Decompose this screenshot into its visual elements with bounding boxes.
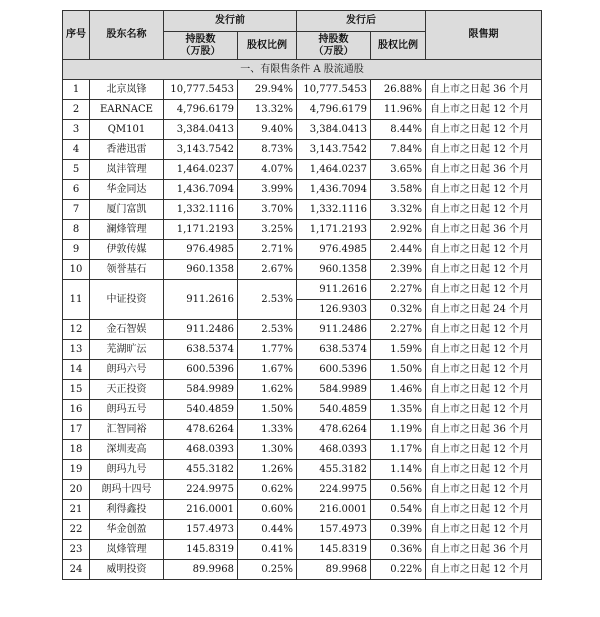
before-shares: 1,171.2193 xyxy=(164,220,238,240)
table-row xyxy=(63,140,542,160)
after-ratio: 2.27% xyxy=(371,320,426,340)
after-shares: 157.4973 xyxy=(297,520,371,540)
table-row xyxy=(63,380,542,400)
shareholder-name: 北京岚锋 xyxy=(90,80,164,100)
after-shares: 584.9989 xyxy=(297,380,371,400)
before-shares: 638.5374 xyxy=(164,340,238,360)
table-row xyxy=(63,240,542,260)
shareholder-name: 香港迅雷 xyxy=(90,140,164,160)
row-index: 17 xyxy=(63,420,90,440)
before-ratio: 3.99% xyxy=(238,180,297,200)
table-row xyxy=(63,160,542,180)
lockup-period: 自上市之日起 12 个月 xyxy=(426,320,542,340)
shareholder-table-container xyxy=(62,10,542,580)
shareholder-name: QM101 xyxy=(90,120,164,140)
row-index: 19 xyxy=(63,460,90,480)
table-row xyxy=(63,180,542,200)
lockup-period: 自上市之日起 12 个月 xyxy=(426,360,542,380)
lockup-period: 自上市之日起 12 个月 xyxy=(426,440,542,460)
shareholder-table xyxy=(62,10,542,580)
before-ratio: 1.50% xyxy=(238,400,297,420)
after-ratio: 2.92% xyxy=(371,220,426,240)
shareholder-name: 岚沣管理 xyxy=(90,160,164,180)
shareholder-name: 朗玛五号 xyxy=(90,400,164,420)
after-ratio: 11.96% xyxy=(371,100,426,120)
lockup-period: 自上市之日起 12 个月 xyxy=(426,120,542,140)
lockup-period: 自上市之日起 12 个月 xyxy=(426,340,542,360)
after-shares: 216.0001 xyxy=(297,500,371,520)
row-index: 11 xyxy=(63,280,90,320)
after-ratio: 2.27% xyxy=(371,280,426,300)
after-shares: 1,464.0237 xyxy=(297,160,371,180)
table-row xyxy=(63,400,542,420)
before-shares: 478.6264 xyxy=(164,420,238,440)
header-after: 发行后 xyxy=(297,11,426,32)
before-ratio: 9.40% xyxy=(238,120,297,140)
after-ratio: 0.36% xyxy=(371,540,426,560)
table-row xyxy=(63,200,542,220)
lockup-period: 自上市之日起 12 个月 xyxy=(426,260,542,280)
table-row xyxy=(63,340,542,360)
table-row xyxy=(63,540,542,560)
after-shares: 976.4985 xyxy=(297,240,371,260)
header-after-shares xyxy=(297,32,371,60)
before-ratio: 2.71% xyxy=(238,240,297,260)
after-ratio: 8.44% xyxy=(371,120,426,140)
after-ratio: 0.39% xyxy=(371,520,426,540)
after-shares: 600.5396 xyxy=(297,360,371,380)
row-index: 10 xyxy=(63,260,90,280)
before-shares: 960.1358 xyxy=(164,260,238,280)
after-ratio: 0.56% xyxy=(371,480,426,500)
header-before-ratio: 股权比例 xyxy=(238,32,297,60)
shareholder-name: 利得鑫投 xyxy=(90,500,164,520)
header-name: 股东名称 xyxy=(90,11,164,60)
lockup-period: 自上市之日起 12 个月 xyxy=(426,280,542,300)
row-index: 7 xyxy=(63,200,90,220)
shareholder-name: 威明投资 xyxy=(90,560,164,580)
before-ratio: 3.70% xyxy=(238,200,297,220)
shareholder-name: EARNACE xyxy=(90,100,164,120)
after-shares: 126.9303 xyxy=(297,300,371,320)
table-row xyxy=(63,520,542,540)
after-shares: 540.4859 xyxy=(297,400,371,420)
before-shares: 1,436.7094 xyxy=(164,180,238,200)
after-ratio: 1.46% xyxy=(371,380,426,400)
header-before: 发行前 xyxy=(164,11,297,32)
lockup-period: 自上市之日起 12 个月 xyxy=(426,520,542,540)
before-shares: 455.3182 xyxy=(164,460,238,480)
after-ratio: 1.19% xyxy=(371,420,426,440)
before-ratio: 2.53% xyxy=(238,320,297,340)
after-shares: 1,436.7094 xyxy=(297,180,371,200)
before-ratio: 1.33% xyxy=(238,420,297,440)
row-index: 18 xyxy=(63,440,90,460)
lockup-period: 自上市之日起 12 个月 xyxy=(426,200,542,220)
before-ratio: 29.94% xyxy=(238,80,297,100)
after-ratio: 2.39% xyxy=(371,260,426,280)
row-index: 20 xyxy=(63,480,90,500)
shareholder-name: 华金同达 xyxy=(90,180,164,200)
after-ratio: 7.84% xyxy=(371,140,426,160)
table-row xyxy=(63,280,542,300)
before-ratio: 0.62% xyxy=(238,480,297,500)
before-shares: 3,143.7542 xyxy=(164,140,238,160)
before-ratio: 4.07% xyxy=(238,160,297,180)
before-ratio: 0.25% xyxy=(238,560,297,580)
lockup-period: 自上市之日起 12 个月 xyxy=(426,480,542,500)
row-index: 22 xyxy=(63,520,90,540)
table-row xyxy=(63,260,542,280)
before-ratio: 13.32% xyxy=(238,100,297,120)
lockup-period: 自上市之日起 36 个月 xyxy=(426,220,542,240)
after-shares: 960.1358 xyxy=(297,260,371,280)
table-row xyxy=(63,560,542,580)
lockup-period: 自上市之日起 24 个月 xyxy=(426,300,542,320)
after-shares: 10,777.5453 xyxy=(297,80,371,100)
section-title: 一、有限售条件 A 股流通股 xyxy=(63,60,542,80)
row-index: 5 xyxy=(63,160,90,180)
table-row xyxy=(63,360,542,380)
before-shares: 10,777.5453 xyxy=(164,80,238,100)
header-seq-text: 序号 xyxy=(66,29,86,40)
lockup-period: 自上市之日起 12 个月 xyxy=(426,400,542,420)
row-index: 8 xyxy=(63,220,90,240)
lockup-period: 自上市之日起 36 个月 xyxy=(426,160,542,180)
before-ratio: 0.60% xyxy=(238,500,297,520)
table-header xyxy=(63,11,542,60)
after-shares: 638.5374 xyxy=(297,340,371,360)
shareholder-name: 深圳麦高 xyxy=(90,440,164,460)
lockup-period: 自上市之日起 36 个月 xyxy=(426,80,542,100)
table-row xyxy=(63,320,542,340)
section-row xyxy=(63,60,542,80)
before-shares: 3,384.0413 xyxy=(164,120,238,140)
row-index: 13 xyxy=(63,340,90,360)
shareholder-name: 朗玛九号 xyxy=(90,460,164,480)
header-lockup: 限售期 xyxy=(426,11,542,60)
row-index: 9 xyxy=(63,240,90,260)
shareholder-name: 金石智娱 xyxy=(90,320,164,340)
before-shares: 976.4985 xyxy=(164,240,238,260)
row-index: 3 xyxy=(63,120,90,140)
lockup-period: 自上市之日起 12 个月 xyxy=(426,560,542,580)
before-ratio: 1.77% xyxy=(238,340,297,360)
before-shares: 4,796.6179 xyxy=(164,100,238,120)
before-ratio: 2.53% xyxy=(238,280,297,320)
shareholder-name: 厦门富凯 xyxy=(90,200,164,220)
after-shares: 468.0393 xyxy=(297,440,371,460)
after-ratio: 1.50% xyxy=(371,360,426,380)
lockup-period: 自上市之日起 12 个月 xyxy=(426,180,542,200)
after-ratio: 0.54% xyxy=(371,500,426,520)
after-ratio: 1.17% xyxy=(371,440,426,460)
header-seq xyxy=(63,11,90,60)
table-body xyxy=(63,60,542,580)
row-index: 4 xyxy=(63,140,90,160)
table-row xyxy=(63,220,542,240)
lockup-period: 自上市之日起 12 个月 xyxy=(426,380,542,400)
header-shares-label: 持股数 xyxy=(318,33,349,45)
before-shares: 216.0001 xyxy=(164,500,238,520)
before-shares: 89.9968 xyxy=(164,560,238,580)
after-shares: 911.2486 xyxy=(297,320,371,340)
after-shares: 1,171.2193 xyxy=(297,220,371,240)
header-after-ratio: 股权比例 xyxy=(371,32,426,60)
table-row xyxy=(63,480,542,500)
after-shares: 455.3182 xyxy=(297,460,371,480)
after-shares: 4,796.6179 xyxy=(297,100,371,120)
shareholder-name: 中证投资 xyxy=(90,280,164,320)
after-ratio: 0.22% xyxy=(371,560,426,580)
after-shares: 145.8319 xyxy=(297,540,371,560)
after-shares: 3,143.7542 xyxy=(297,140,371,160)
header-shares-label: 持股数 xyxy=(185,33,216,45)
row-index: 12 xyxy=(63,320,90,340)
lockup-period: 自上市之日起 12 个月 xyxy=(426,240,542,260)
table-row xyxy=(63,420,542,440)
row-index: 15 xyxy=(63,380,90,400)
shareholder-name: 朗玛十四号 xyxy=(90,480,164,500)
lockup-period: 自上市之日起 12 个月 xyxy=(426,500,542,520)
after-ratio: 0.32% xyxy=(371,300,426,320)
table-row xyxy=(63,80,542,100)
row-index: 24 xyxy=(63,560,90,580)
shareholder-name: 华金创盈 xyxy=(90,520,164,540)
header-before-shares xyxy=(164,32,238,60)
table-row xyxy=(63,460,542,480)
table-row xyxy=(63,120,542,140)
table-row xyxy=(63,440,542,460)
shareholder-name: 岚烽管理 xyxy=(90,540,164,560)
before-ratio: 1.26% xyxy=(238,460,297,480)
before-shares: 911.2616 xyxy=(164,280,238,320)
after-ratio: 3.32% xyxy=(371,200,426,220)
before-shares: 584.9989 xyxy=(164,380,238,400)
after-ratio: 3.65% xyxy=(371,160,426,180)
after-ratio: 1.14% xyxy=(371,460,426,480)
lockup-period: 自上市之日起 36 个月 xyxy=(426,540,542,560)
row-index: 14 xyxy=(63,360,90,380)
after-shares: 1,332.1116 xyxy=(297,200,371,220)
shareholder-name: 澜烽管理 xyxy=(90,220,164,240)
header-shares-unit: （万股） xyxy=(180,45,221,57)
before-ratio: 0.44% xyxy=(238,520,297,540)
before-shares: 468.0393 xyxy=(164,440,238,460)
after-ratio: 2.44% xyxy=(371,240,426,260)
before-shares: 911.2486 xyxy=(164,320,238,340)
before-shares: 157.4973 xyxy=(164,520,238,540)
shareholder-name: 伊敦传媒 xyxy=(90,240,164,260)
before-ratio: 1.30% xyxy=(238,440,297,460)
after-ratio: 26.88% xyxy=(371,80,426,100)
before-ratio: 8.73% xyxy=(238,140,297,160)
before-ratio: 1.62% xyxy=(238,380,297,400)
lockup-period: 自上市之日起 12 个月 xyxy=(426,460,542,480)
before-shares: 145.8319 xyxy=(164,540,238,560)
row-index: 6 xyxy=(63,180,90,200)
table-row xyxy=(63,100,542,120)
after-shares: 224.9975 xyxy=(297,480,371,500)
before-shares: 540.4859 xyxy=(164,400,238,420)
lockup-period: 自上市之日起 36 个月 xyxy=(426,420,542,440)
shareholder-name: 天正投资 xyxy=(90,380,164,400)
before-ratio: 2.67% xyxy=(238,260,297,280)
header-shares-unit: （万股） xyxy=(313,45,354,57)
before-shares: 600.5396 xyxy=(164,360,238,380)
before-ratio: 0.41% xyxy=(238,540,297,560)
shareholder-name: 芜湖旷沄 xyxy=(90,340,164,360)
after-ratio: 1.35% xyxy=(371,400,426,420)
row-index: 21 xyxy=(63,500,90,520)
shareholder-name: 朗玛六号 xyxy=(90,360,164,380)
row-index: 23 xyxy=(63,540,90,560)
before-ratio: 1.67% xyxy=(238,360,297,380)
after-shares: 478.6264 xyxy=(297,420,371,440)
row-index: 2 xyxy=(63,100,90,120)
shareholder-name: 领誉基石 xyxy=(90,260,164,280)
row-index: 16 xyxy=(63,400,90,420)
lockup-period: 自上市之日起 12 个月 xyxy=(426,100,542,120)
after-shares: 911.2616 xyxy=(297,280,371,300)
lockup-period: 自上市之日起 12 个月 xyxy=(426,140,542,160)
after-shares: 89.9968 xyxy=(297,560,371,580)
row-index: 1 xyxy=(63,80,90,100)
after-shares: 3,384.0413 xyxy=(297,120,371,140)
after-ratio: 1.59% xyxy=(371,340,426,360)
before-shares: 1,464.0237 xyxy=(164,160,238,180)
before-shares: 1,332.1116 xyxy=(164,200,238,220)
shareholder-name: 汇智同裕 xyxy=(90,420,164,440)
before-ratio: 3.25% xyxy=(238,220,297,240)
after-ratio: 3.58% xyxy=(371,180,426,200)
before-shares: 224.9975 xyxy=(164,480,238,500)
table-row xyxy=(63,500,542,520)
